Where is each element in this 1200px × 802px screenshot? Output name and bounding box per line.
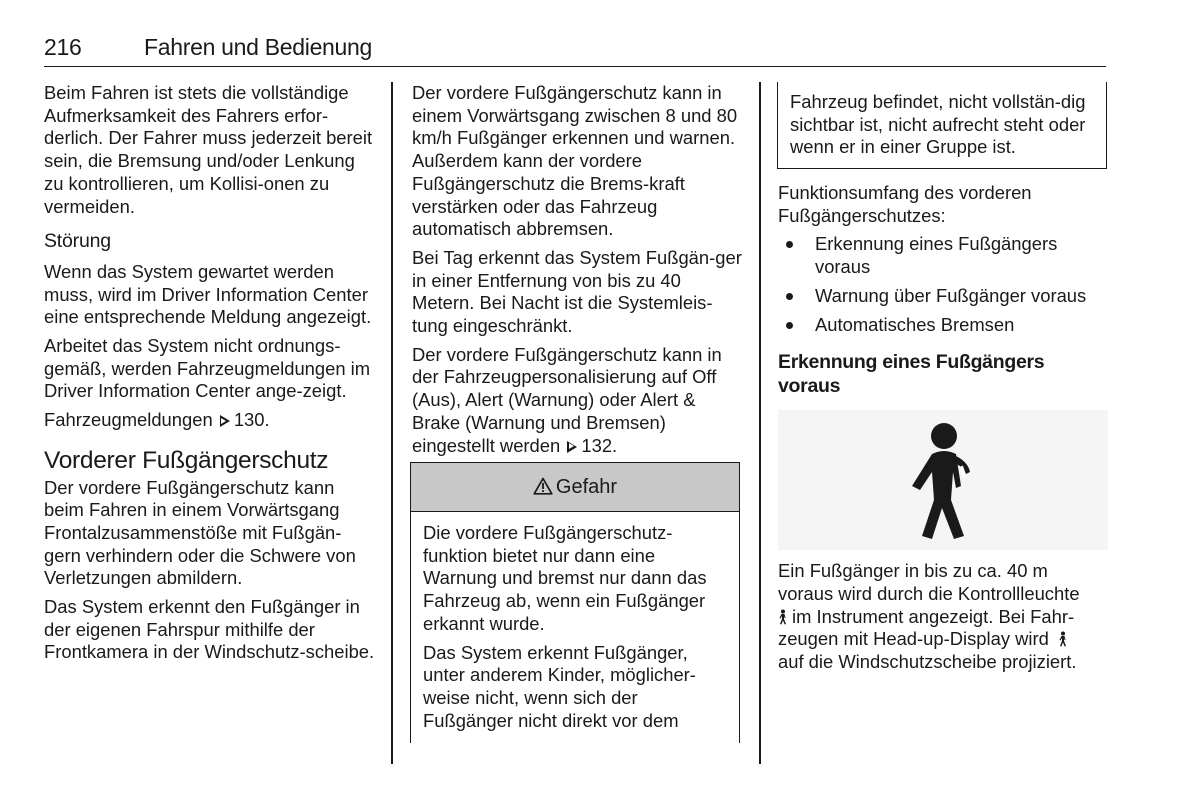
danger-box-continued: [777, 82, 1107, 169]
pedestrian-indicator-icon: [1058, 631, 1068, 647]
column-left: [44, 82, 378, 670]
speed-range-paragraph: Der vordere Fußgängerschutz kann in einem Vorwärtsgang zwischen 8 und 80 km/h Fußgänger erkennen und warnen. Außerdem kann der vordere Fußgängerschutz die Brems-kraft verstärken oder das Fahrzeug automatisch abbremsen.: [412, 82, 738, 240]
heading-vorderer-fussgaengerschutz: Vorderer Fußgängerschutz: [44, 446, 329, 474]
vehicle-messages-page: 130.: [233, 409, 270, 431]
danger-header: [411, 463, 739, 512]
pedestrian-figure: [778, 410, 1108, 550]
list-item: Erkennung eines Fußgängers voraus: [778, 233, 1108, 278]
malfunction-paragraph: Arbeitet das System nicht ordnungs-gemäß, werden Fahrzeugmeldungen im Driver Information Center ange-zeigt.: [44, 335, 371, 402]
personalization-text: Der vordere Fußgängerschutz kann in der Fahrzeugpersonalisierung auf Off (Aus), Alert (Warnung) oder Alert & Brake (Warnung und Bremsen) eingestellt werden: [412, 343, 722, 456]
list-item: Warnung über Fußgänger voraus: [778, 285, 1108, 308]
danger-continued-paragraph: Fahrzeug befindet, nicht vollstän-dig sichtbar ist, nicht aufrecht steht oder wenn er in einer Gruppe ist.: [790, 91, 1086, 158]
indicator-paragraph: [778, 560, 1108, 674]
column-right: [778, 182, 1108, 680]
pedestrian-protection-paragraph: Der vordere Fußgängerschutz kann beim Fahren in einem Vorwärtsgang Frontalzusammenstöße mit Fußgän-gern verhindern oder die Schwere von Verletzungen abmildern.: [44, 476, 356, 589]
vehicle-messages-ref: [44, 409, 378, 432]
indicator-text-a: Ein Fußgänger in bis zu ca. 40 m voraus wird durch die Kontrollleuchte: [778, 560, 1080, 604]
page-number: 216: [44, 34, 82, 60]
warning-triangle-icon: [533, 477, 553, 495]
function-scope-paragraph: Funktionsumfang des vorderen Fußgängerschutzes:: [778, 182, 1032, 226]
indicator-text-c: auf die Windschutzscheibe projiziert.: [778, 651, 1077, 673]
heading-erkennung: Erkennung eines Fußgängers voraus: [778, 351, 1045, 398]
vehicle-messages-text: Fahrzeugmeldungen: [44, 409, 213, 431]
personalization-page: 132.: [581, 434, 618, 456]
danger-title: Gefahr: [555, 476, 618, 498]
function-list: [778, 233, 1108, 336]
danger-paragraph-2: Das System erkennt Fußgänger, unter anderem Kinder, möglicher-weise nicht, wenn sich der Fußgänger nicht direkt vor dem: [423, 641, 696, 731]
page-reference-arrow-icon: [567, 441, 577, 453]
detection-range-paragraph: Bei Tag erkennt das System Fußgän-ger in einer Entfernung von bis zu 40 Metern. Bei Nacht ist die Systemleis-tung eingeschränkt.: [412, 246, 742, 337]
heading-stoerung: Störung: [44, 230, 111, 253]
column-middle: [412, 82, 742, 463]
personalization-paragraph: [412, 344, 742, 458]
pedestrian-icon: [898, 416, 988, 542]
column-divider-left: [391, 82, 393, 764]
indicator-text-b: im Instrument angezeigt. Bei Fahr-zeugen mit Head-up-Display wird: [778, 605, 1075, 650]
chapter-title: Fahren und Bedienung: [144, 34, 373, 60]
danger-box: [410, 462, 740, 743]
danger-body: [411, 512, 739, 732]
service-paragraph: Wenn das System gewartet werden muss, wird im Driver Information Center eine entsprechende Meldung angezeigt.: [44, 260, 372, 328]
list-item: Automatisches Bremsen: [778, 314, 1108, 337]
camera-paragraph: Das System erkennt den Fußgänger in der eigenen Fahrspur mithilfe der Frontkamera in der Windschutz-scheibe.: [44, 596, 375, 663]
page-header: [44, 32, 1106, 67]
page-reference-arrow-icon: [220, 415, 230, 427]
pedestrian-indicator-icon: [778, 609, 788, 625]
column-divider-right: [759, 82, 761, 764]
intro-paragraph: Beim Fahren ist stets die vollständige Aufmerksamkeit des Fahrers erfor-derlich. Der Fahrer muss jederzeit bereit sein, die Bremsung und/oder Lenkung zu kontrollieren, um Kollisi-onen zu vermeiden.: [44, 82, 373, 217]
danger-paragraph-1: Die vordere Fußgängerschutz-funktion bietet nur dann eine Warnung und bremst nur dann das Fahrzeug ab, wenn ein Fußgänger erkannt wurde.: [423, 522, 707, 634]
